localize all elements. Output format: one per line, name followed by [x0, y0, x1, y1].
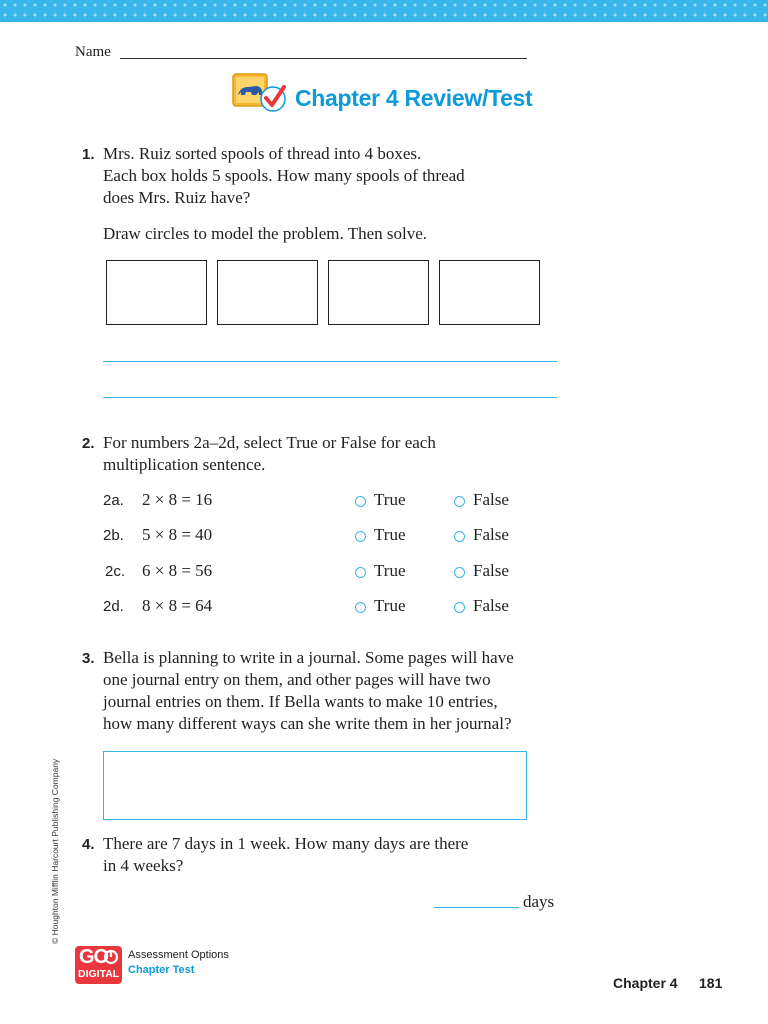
q1-model-box-2[interactable]	[217, 260, 318, 325]
top-decorative-band	[0, 0, 768, 22]
q2-equation: 6 × 8 = 56	[142, 561, 213, 580]
copyright-notice: © Houghton Mifflin Harcourt Publishing Company	[50, 758, 60, 944]
q2a-true-radio[interactable]	[355, 496, 366, 507]
go-digital-badge[interactable]	[75, 946, 122, 984]
q4-number: 4.	[82, 836, 95, 853]
q3-line: one journal entry on them, and other pages will have two	[103, 670, 491, 689]
q2b-false-label: False	[473, 525, 509, 544]
q2b-true-label: True	[374, 525, 406, 544]
name-label: Name	[75, 44, 111, 60]
q2b-false-radio[interactable]	[454, 531, 465, 542]
q1-line: does Mrs. Ruiz have?	[103, 188, 251, 207]
footer-chapter: Chapter 4	[613, 975, 678, 991]
q1-line: Mrs. Ruiz sorted spools of thread into 4 boxes.	[103, 144, 422, 163]
q3-text	[103, 647, 514, 735]
q2b-true-radio[interactable]	[355, 531, 366, 542]
q1-line: Each box holds 5 spools. How many spools of thread	[103, 166, 465, 185]
q2a-false-radio[interactable]	[454, 496, 465, 507]
q2d-false-label: False	[473, 596, 509, 615]
q2-equation: 8 × 8 = 64	[142, 596, 213, 615]
page-title: Chapter 4 Review/Test	[295, 85, 533, 111]
bear-checkmark-icon	[232, 73, 288, 115]
q2d-true-label: True	[374, 596, 406, 615]
q4-answer-blank[interactable]	[434, 907, 519, 908]
q2-line: For numbers 2a–2d, select True or False for each	[103, 433, 436, 452]
q3-answer-box[interactable]	[103, 751, 527, 820]
power-icon	[103, 949, 119, 965]
q2a-false-label: False	[473, 490, 509, 509]
q2-number: 2.	[82, 435, 95, 452]
q2c-true-label: True	[374, 561, 406, 580]
q3-line: how many different ways can she write them in her journal?	[103, 714, 512, 733]
q1-answer-line-1[interactable]	[103, 361, 557, 362]
q4-unit-label: days	[523, 892, 555, 911]
q2c-false-label: False	[473, 561, 509, 580]
q1-number: 1.	[82, 146, 95, 163]
name-field-line[interactable]	[120, 58, 527, 59]
q2d-true-radio[interactable]	[355, 602, 366, 613]
q2-row-label: 2d.	[103, 598, 124, 615]
q4-line: in 4 weeks?	[103, 856, 184, 875]
q2c-true-radio[interactable]	[355, 567, 366, 578]
q4-text	[103, 833, 468, 877]
q3-line: Bella is planning to write in a journal. Some pages will have	[103, 648, 514, 667]
q3-line: journal entries on them. If Bella wants to make 10 entries,	[103, 692, 498, 711]
q1-model-box-1[interactable]	[106, 260, 207, 325]
q3-number: 3.	[82, 650, 95, 667]
q2-text	[103, 432, 436, 476]
q2-row-label: 2a.	[103, 492, 124, 509]
q1-instruction: Draw circles to model the problem. Then solve.	[103, 224, 428, 243]
q2-row-label: 2c.	[105, 563, 126, 580]
q2-row-label: 2b.	[103, 527, 124, 544]
q1-model-box-3[interactable]	[328, 260, 429, 325]
q2a-true-label: True	[374, 490, 406, 509]
chapter-test-link[interactable]: Chapter Test	[128, 964, 195, 976]
page-number: 181	[699, 975, 723, 991]
q2c-false-radio[interactable]	[454, 567, 465, 578]
q1-text	[103, 143, 465, 209]
q2d-false-radio[interactable]	[454, 602, 465, 613]
q1-model-box-4[interactable]	[439, 260, 540, 325]
q2-equation: 2 × 8 = 16	[142, 490, 213, 509]
q1-answer-line-2[interactable]	[103, 397, 557, 398]
digital-text: DIGITAL	[78, 968, 120, 980]
q2-line: multiplication sentence.	[103, 455, 266, 474]
q4-line: There are 7 days in 1 week. How many days are there	[103, 834, 469, 853]
q2-equation: 5 × 8 = 40	[142, 525, 213, 544]
go-text: GO	[79, 946, 109, 968]
assessment-options-label: Assessment Options	[128, 949, 229, 961]
